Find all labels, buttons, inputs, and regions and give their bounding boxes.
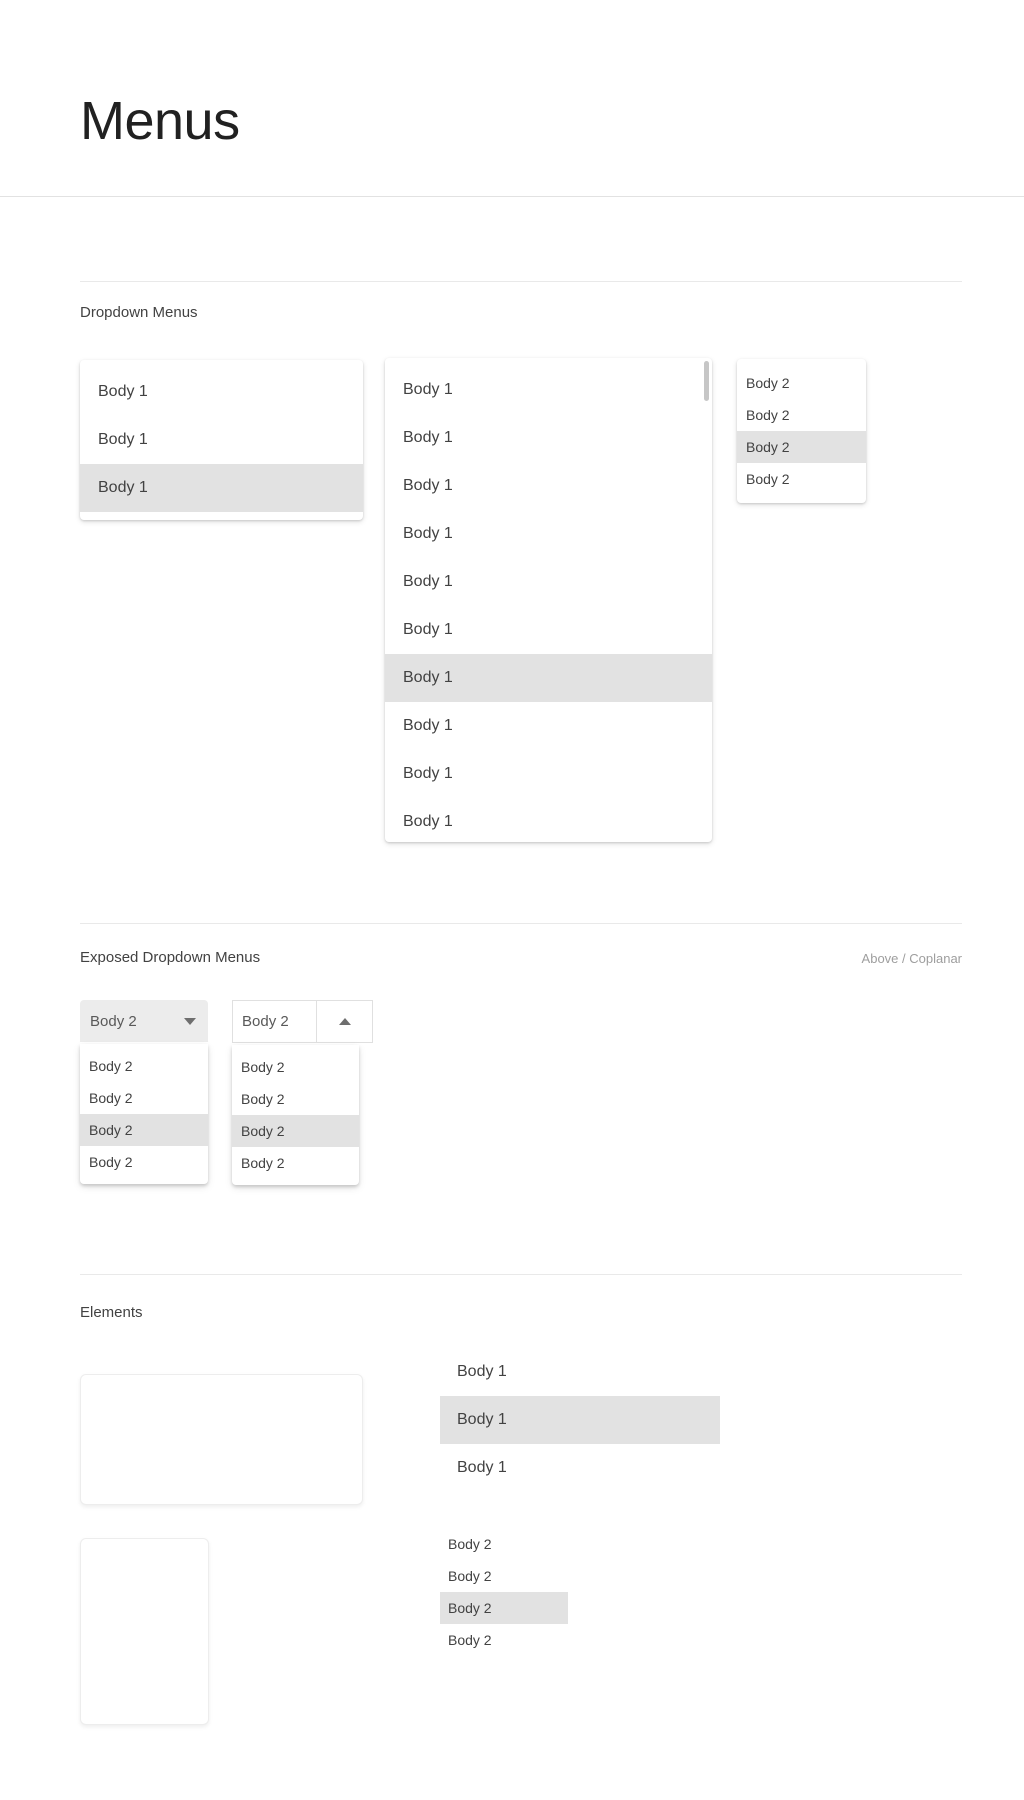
menu-item-selected[interactable]: Body 2 (232, 1115, 359, 1147)
menu-item[interactable]: Body 2 (89, 1058, 133, 1074)
menu-item[interactable]: Body 1 (98, 431, 148, 448)
list-item-selected[interactable]: Body 2 (440, 1592, 568, 1624)
menu-item[interactable]: Body 2 (89, 1154, 133, 1170)
variant-hint: Above / Coplanar (861, 951, 962, 966)
menu-item-selected[interactable]: Body 2 (80, 1114, 208, 1146)
empty-menu-surface-card (80, 1538, 209, 1725)
list-item[interactable]: Body 1 (457, 1459, 507, 1476)
section-label-dropdown-menus: Dropdown Menus (80, 304, 198, 321)
element-list-dense (440, 1528, 568, 1656)
list-item[interactable]: Body 1 (457, 1363, 507, 1380)
menu-item[interactable]: Body 1 (403, 765, 453, 782)
section-label-exposed-dropdown-menus: Exposed Dropdown Menus (80, 949, 261, 966)
exposed-dropdown-value: Body 2 (242, 1013, 289, 1030)
menu-item[interactable]: Body 1 (403, 429, 453, 446)
header-divider (0, 196, 1024, 197)
menu-item[interactable]: Body 2 (746, 375, 790, 391)
dropdown-menu-dense (737, 359, 866, 503)
menu-item[interactable]: Body 1 (403, 813, 453, 830)
menu-item[interactable]: Body 1 (403, 621, 453, 638)
page-title: Menus (80, 91, 240, 151)
menu-item[interactable]: Body 1 (98, 383, 148, 400)
menu-item-selected[interactable]: Body 1 (385, 654, 712, 702)
menu-item[interactable]: Body 1 (403, 381, 453, 398)
caret-up-icon (339, 1018, 351, 1025)
exposed-dropdown-filled[interactable] (80, 1000, 208, 1042)
menu-item[interactable]: Body 1 (403, 573, 453, 590)
dropdown-toggle-button[interactable] (316, 1001, 372, 1042)
section-divider (80, 1274, 962, 1275)
menu-item[interactable]: Body 1 (403, 717, 453, 734)
list-item[interactable]: Body 2 (448, 1632, 492, 1648)
section-divider (80, 281, 962, 282)
menu-item[interactable]: Body 2 (241, 1091, 285, 1107)
menu-item[interactable]: Body 2 (746, 471, 790, 487)
exposed-dropdown-outlined[interactable] (232, 1000, 373, 1043)
menu-item-selected[interactable]: Body 1 (80, 464, 363, 512)
section-label-elements: Elements (80, 1304, 143, 1321)
menu-item[interactable]: Body 2 (241, 1059, 285, 1075)
scrollbar-thumb[interactable] (704, 361, 709, 401)
list-item[interactable]: Body 2 (448, 1536, 492, 1552)
element-list-comfortable (440, 1348, 720, 1492)
menu-item[interactable]: Body 2 (241, 1155, 285, 1171)
menu-item-selected[interactable]: Body 2 (737, 431, 866, 463)
exposed-dropdown-value: Body 2 (90, 1012, 137, 1030)
list-item-selected[interactable]: Body 1 (440, 1396, 720, 1444)
menu-item[interactable]: Body 1 (403, 477, 453, 494)
caret-down-icon (184, 1018, 196, 1025)
exposed-menu-filled (80, 1044, 208, 1184)
empty-menu-surface-card (80, 1374, 363, 1505)
menu-item[interactable]: Body 2 (746, 407, 790, 423)
list-item[interactable]: Body 2 (448, 1568, 492, 1584)
menu-item[interactable]: Body 2 (89, 1090, 133, 1106)
dropdown-menu-comfortable (80, 360, 363, 520)
section-divider (80, 923, 962, 924)
menu-item[interactable]: Body 1 (403, 525, 453, 542)
dropdown-menu-scrollable (385, 358, 712, 842)
exposed-menu-outlined (232, 1045, 359, 1185)
